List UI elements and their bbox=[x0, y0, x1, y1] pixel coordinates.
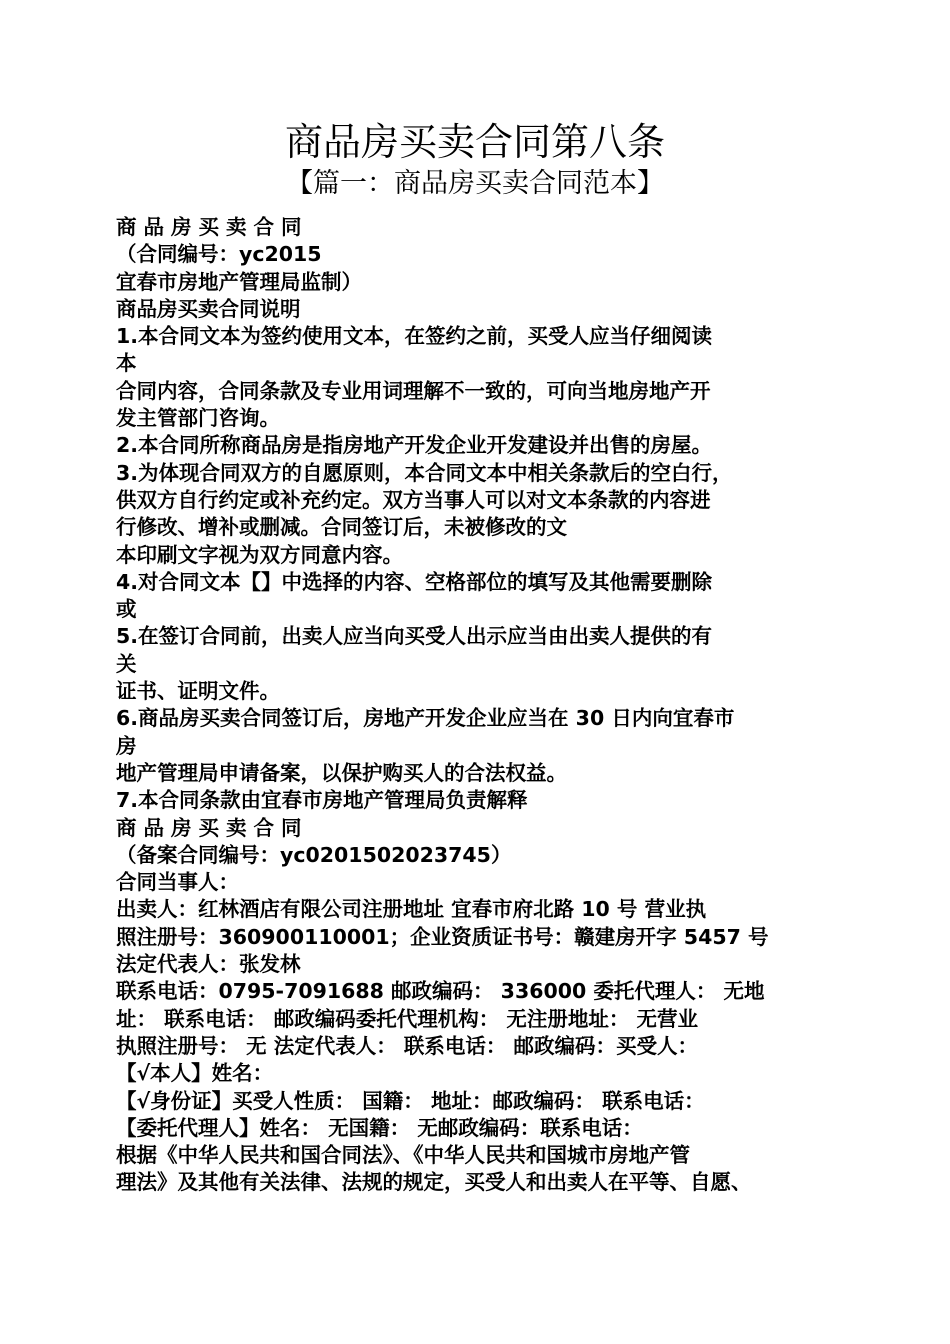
text-line: 房 bbox=[116, 733, 137, 758]
text-line: 1.本合同文本为签约使用文本，在签约之前，买受人应当仔细阅读 bbox=[116, 324, 713, 349]
text-line: 执照注册号： 无 法定代表人： 联系电话： 邮政编码：买受人： bbox=[116, 1033, 699, 1058]
contract-number: （合同编号：yc2015 bbox=[116, 242, 322, 267]
document-body bbox=[116, 214, 846, 1197]
text-line: 合同内容，合同条款及专业用词理解不一致的，可向当地房地产开 bbox=[116, 378, 711, 403]
contract-heading-2: 商品房买卖合同 bbox=[116, 815, 309, 840]
text-line: 照注册号：360900110001；企业资质证书号：赣建房开字 5457 号 bbox=[116, 924, 769, 949]
text-line: 根据《中华人民共和国合同法》、《中华人民共和国城市房地产管 bbox=[116, 1143, 690, 1168]
text-line: 2.本合同所称商品房是指房地产开发企业开发建设并出售的房屋。 bbox=[116, 433, 713, 458]
text-line: 【√本人】姓名： bbox=[116, 1061, 274, 1086]
text-line: 出卖人：红林酒店有限公司注册地址 宜春市府北路 10 号 营业执 bbox=[116, 897, 707, 922]
text-line: 3.为体现合同双方的自愿原则，本合同文本中相关条款后的空白行， bbox=[116, 460, 733, 485]
text-line: 本 bbox=[116, 351, 137, 376]
supervisor-line: 宜春市房地产管理局监制） bbox=[116, 269, 362, 294]
text-line: 关 bbox=[116, 651, 137, 676]
document-subtitle: 【篇一：商品房买卖合同范本】 bbox=[286, 168, 664, 199]
text-line: 行修改、增补或删减。合同签订后，未被修改的文 bbox=[116, 515, 567, 540]
filing-number: （备案合同编号：yc0201502023745） bbox=[116, 842, 512, 867]
text-line: 6.商品房买卖合同签订后，房地产开发企业应当在 30 日内向宜春市 bbox=[116, 706, 735, 731]
text-line: 4.对合同文本【】中选择的内容、空格部位的填写及其他需要删除 bbox=[116, 569, 713, 594]
text-line: 本印刷文字视为双方同意内容。 bbox=[116, 542, 403, 567]
text-line: 址： 联系电话： 邮政编码委托代理机构： 无注册地址： 无营业 bbox=[116, 1006, 699, 1031]
text-line: 【委托代理人】姓名： 无国籍： 无邮政编码：联系电话： bbox=[116, 1115, 643, 1140]
text-line: 发主管部门咨询。 bbox=[116, 406, 280, 431]
document-title: 商品房买卖合同第八条 bbox=[284, 120, 665, 164]
text-line: 法定代表人：张发林 bbox=[116, 952, 301, 977]
text-line: 联系电话：0795-7091688 邮政编码： 336000 委托代理人： 无地 bbox=[116, 979, 765, 1004]
text-line: 供双方自行约定或补充约定。双方当事人可以对文本条款的内容进 bbox=[116, 487, 711, 512]
text-line: 或 bbox=[116, 597, 137, 622]
contract-heading: 商品房买卖合同 bbox=[116, 215, 309, 239]
text-line: 理法》及其他有关法律、法规的规定，买受人和出卖人在平等、自愿、 bbox=[116, 1170, 752, 1195]
explanation-heading: 商品房买卖合同说明 bbox=[116, 296, 301, 321]
text-line: 【√身份证】买受人性质： 国籍： 地址：邮政编码： 联系电话： bbox=[116, 1088, 705, 1113]
text-line: 5.在签订合同前，出卖人应当向买受人出示应当由出卖人提供的有 bbox=[116, 624, 713, 649]
parties-heading: 合同当事人： bbox=[116, 870, 239, 895]
text-line: 证书、证明文件。 bbox=[116, 679, 280, 704]
text-line: 地产管理局申请备案，以保护购买人的合法权益。 bbox=[116, 760, 567, 785]
text-line: 7.本合同条款由宜春市房地产管理局负责解释 bbox=[116, 788, 528, 813]
